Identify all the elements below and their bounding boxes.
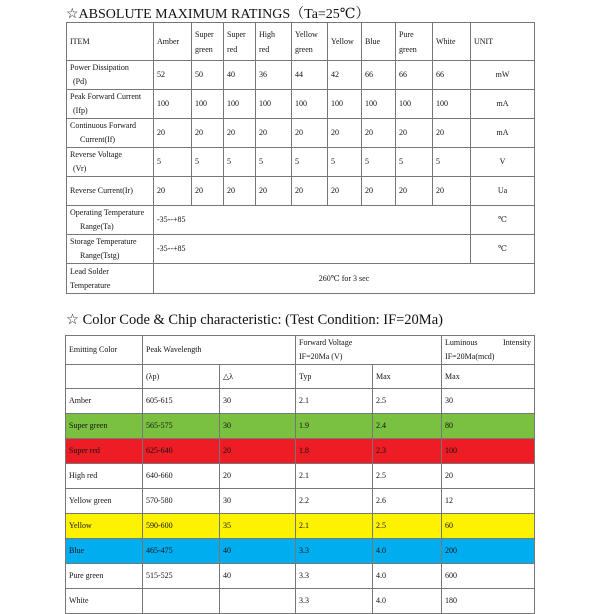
color-row bbox=[66, 489, 535, 514]
value-cell: 5 bbox=[192, 148, 224, 177]
color-cell-dl: 20 bbox=[220, 464, 296, 489]
cell-line: White bbox=[436, 37, 456, 46]
header-color bbox=[154, 23, 192, 61]
row-label bbox=[67, 61, 154, 90]
value-cell: 20 bbox=[396, 177, 433, 206]
value-cell: 44 bbox=[292, 61, 328, 90]
table-row bbox=[67, 61, 535, 90]
solder-spec: 260℃ for 3 sec bbox=[154, 264, 535, 294]
cell-line: Current(If) bbox=[80, 135, 116, 144]
value-cell: 20 bbox=[292, 177, 328, 206]
value-cell: 100 bbox=[154, 90, 192, 119]
value-cell: 20 bbox=[192, 177, 224, 206]
value-cell: 20 bbox=[224, 119, 256, 148]
header-sub-typ: Typ bbox=[296, 365, 373, 389]
color-cell-dl: 30 bbox=[220, 389, 296, 414]
cell-line: Super bbox=[195, 29, 214, 39]
cell-line: Temperature bbox=[70, 280, 111, 290]
cell-line: Range(Tstg) bbox=[80, 251, 120, 260]
cell-line: Lead Solder bbox=[70, 266, 109, 276]
color-cell-lp: 590-600 bbox=[143, 514, 220, 539]
value-cell: 36 bbox=[256, 61, 292, 90]
row-label bbox=[67, 90, 154, 119]
row-label bbox=[67, 119, 154, 148]
value-cell: 20 bbox=[396, 119, 433, 148]
value-cell: 66 bbox=[396, 61, 433, 90]
value-cell: 20 bbox=[256, 177, 292, 206]
color-cell-max: 4.0 bbox=[373, 589, 442, 614]
cell-line: IF=20Ma(mcd) bbox=[445, 352, 495, 361]
value-cell: 20 bbox=[362, 119, 396, 148]
color-code-title: ☆ Color Code & Chip characteristic: (Test Condition: IF=20Ma) bbox=[66, 312, 443, 328]
value-cell: 20 bbox=[362, 177, 396, 206]
color-cell-typ: 2.1 bbox=[296, 464, 373, 489]
value-cell: 100 bbox=[396, 90, 433, 119]
color-cell-name: Blue bbox=[66, 539, 143, 564]
unit-cell: Ua bbox=[471, 177, 535, 206]
color-cell-max: 2.5 bbox=[373, 464, 442, 489]
value-cell: 5 bbox=[224, 148, 256, 177]
value-cell: 100 bbox=[256, 90, 292, 119]
cell-line: Amber bbox=[157, 37, 180, 46]
color-cell-lp: 640-660 bbox=[143, 464, 220, 489]
color-cell-typ: 3.3 bbox=[296, 589, 373, 614]
cell-line: red bbox=[227, 44, 238, 54]
color-row bbox=[66, 564, 535, 589]
color-row bbox=[66, 589, 535, 614]
header-color bbox=[433, 23, 471, 61]
cell-line: Forward Voltage bbox=[299, 338, 353, 347]
header-color bbox=[256, 23, 292, 61]
cell-line: Peak Forward Current bbox=[70, 92, 142, 101]
header-color bbox=[192, 23, 224, 61]
cell-line: Reverse Voltage bbox=[70, 150, 122, 159]
color-cell-dl: 30 bbox=[220, 414, 296, 439]
color-cell-lum: 180 bbox=[442, 589, 535, 614]
unit-cell: mW bbox=[471, 61, 535, 90]
color-cell-dl: 40 bbox=[220, 564, 296, 589]
value-cell: 20 bbox=[292, 119, 328, 148]
value-cell: 100 bbox=[224, 90, 256, 119]
color-cell-typ: 2.2 bbox=[296, 489, 373, 514]
header-sub-max: Max bbox=[373, 365, 442, 389]
value-cell: 66 bbox=[433, 61, 471, 90]
absolute-max-ratings-table bbox=[66, 22, 535, 294]
color-cell-max: 2.4 bbox=[373, 414, 442, 439]
color-cell-name: White bbox=[66, 589, 143, 614]
value-cell: 100 bbox=[292, 90, 328, 119]
value-cell: 5 bbox=[154, 148, 192, 177]
header-emitting-color: Emitting Color bbox=[66, 336, 143, 365]
value-cell: 20 bbox=[154, 119, 192, 148]
value-cell: 5 bbox=[292, 148, 328, 177]
unit-cell: ℃ bbox=[471, 206, 535, 235]
value-cell: 42 bbox=[328, 61, 362, 90]
header-sub-lmax: Max bbox=[442, 365, 535, 389]
header-color bbox=[362, 23, 396, 61]
color-row bbox=[66, 414, 535, 439]
cell-line: Operating Temperature bbox=[70, 208, 145, 217]
color-cell-lp bbox=[143, 589, 220, 614]
cell-line: (Pd) bbox=[73, 77, 87, 86]
value-cell: 66 bbox=[362, 61, 396, 90]
color-cell-lum: 100 bbox=[442, 439, 535, 464]
value-cell: 20 bbox=[192, 119, 224, 148]
value-cell: 20 bbox=[328, 119, 362, 148]
header-unit: UNIT bbox=[471, 23, 535, 61]
color-cell-typ: 1.9 bbox=[296, 414, 373, 439]
color-row bbox=[66, 539, 535, 564]
color-cell-max: 2.5 bbox=[373, 389, 442, 414]
table-header-row bbox=[66, 336, 535, 365]
value-cell: 20 bbox=[256, 119, 292, 148]
color-cell-lp: 605-615 bbox=[143, 389, 220, 414]
unit-cell: ℃ bbox=[471, 235, 535, 264]
cell-line: Pure bbox=[399, 29, 414, 39]
table-row bbox=[67, 206, 535, 235]
value-cell: 20 bbox=[433, 119, 471, 148]
cell-line: green bbox=[195, 44, 213, 54]
color-row bbox=[66, 439, 535, 464]
cell-word: Luminous bbox=[445, 338, 478, 347]
color-row bbox=[66, 389, 535, 414]
header-color bbox=[224, 23, 256, 61]
value-cell: 5 bbox=[396, 148, 433, 177]
cell-line: Blue bbox=[365, 37, 381, 46]
color-cell-dl: 40 bbox=[220, 539, 296, 564]
color-row bbox=[66, 514, 535, 539]
color-cell-typ: 3.3 bbox=[296, 564, 373, 589]
value-cell: 5 bbox=[433, 148, 471, 177]
color-cell-max: 2.5 bbox=[373, 514, 442, 539]
unit-cell: mA bbox=[471, 119, 535, 148]
header-forward-voltage bbox=[296, 336, 442, 365]
cell-line: Range(Ta) bbox=[80, 222, 114, 231]
color-cell-dl: 20 bbox=[220, 439, 296, 464]
color-row bbox=[66, 464, 535, 489]
cell-line: Yellow bbox=[331, 37, 354, 46]
cell-line: Continuous Forward bbox=[70, 121, 136, 130]
value-cell: 100 bbox=[192, 90, 224, 119]
color-cell-lum: 60 bbox=[442, 514, 535, 539]
row-label bbox=[67, 235, 154, 264]
value-cell: 100 bbox=[328, 90, 362, 119]
value-cell: 50 bbox=[192, 61, 224, 90]
table-header-row bbox=[66, 365, 535, 389]
color-cell-max: 2.6 bbox=[373, 489, 442, 514]
color-cell-typ: 2.1 bbox=[296, 389, 373, 414]
value-cell: 100 bbox=[433, 90, 471, 119]
table-row bbox=[67, 177, 535, 206]
color-cell-max: 2.3 bbox=[373, 439, 442, 464]
color-cell-dl: 30 bbox=[220, 489, 296, 514]
cell-line: High bbox=[259, 29, 275, 39]
table-row bbox=[67, 264, 535, 294]
header-luminous-intensity bbox=[442, 336, 535, 365]
value-cell: 20 bbox=[154, 177, 192, 206]
row-label bbox=[67, 264, 154, 294]
color-cell-name: Yellow green bbox=[66, 489, 143, 514]
color-cell-name: Super green bbox=[66, 414, 143, 439]
value-cell: 5 bbox=[362, 148, 396, 177]
color-cell-typ: 1.8 bbox=[296, 439, 373, 464]
color-cell-name: Super red bbox=[66, 439, 143, 464]
header-color bbox=[396, 23, 433, 61]
row-label bbox=[67, 148, 154, 177]
unit-cell: mA bbox=[471, 90, 535, 119]
color-cell-typ: 3.3 bbox=[296, 539, 373, 564]
cell-line bbox=[445, 336, 534, 350]
color-cell-lp: 625-640 bbox=[143, 439, 220, 464]
cell-line: red bbox=[259, 44, 270, 54]
color-cell-max: 4.0 bbox=[373, 564, 442, 589]
value-cell: 100 bbox=[362, 90, 396, 119]
color-cell-name: Pure green bbox=[66, 564, 143, 589]
table-row bbox=[67, 235, 535, 264]
header-color bbox=[328, 23, 362, 61]
color-cell-lum: 20 bbox=[442, 464, 535, 489]
color-cell-lum: 30 bbox=[442, 389, 535, 414]
color-cell-lum: 600 bbox=[442, 564, 535, 589]
color-cell-lum: 12 bbox=[442, 489, 535, 514]
value-cell: 40 bbox=[224, 61, 256, 90]
cell-line: (Ifp) bbox=[73, 106, 88, 115]
cell-word: Intensity bbox=[503, 338, 532, 347]
color-cell-max: 4.0 bbox=[373, 539, 442, 564]
cell-line: green bbox=[399, 44, 417, 54]
color-cell-lp: 515-525 bbox=[143, 564, 220, 589]
header-item: ITEM bbox=[67, 23, 154, 61]
header-sub-dl: △λ bbox=[220, 365, 296, 389]
value-cell: 20 bbox=[433, 177, 471, 206]
cell-line: Storage Temperature bbox=[70, 237, 137, 246]
row-label: Reverse Current(Ir) bbox=[67, 177, 154, 206]
header-color bbox=[292, 23, 328, 61]
cell-line: IF=20Ma (V) bbox=[299, 352, 343, 361]
table-header-row bbox=[67, 23, 535, 61]
value-cell: 5 bbox=[328, 148, 362, 177]
row-label bbox=[67, 206, 154, 235]
color-cell-name: High red bbox=[66, 464, 143, 489]
color-cell-lum: 200 bbox=[442, 539, 535, 564]
color-cell-typ: 2.1 bbox=[296, 514, 373, 539]
color-cell-lp: 465-475 bbox=[143, 539, 220, 564]
color-cell-lp: 570-580 bbox=[143, 489, 220, 514]
absolute-max-ratings-title: ☆ABSOLUTE MAXIMUM RATINGS（Ta=25℃） bbox=[66, 7, 370, 22]
header-sub-lp: (λp) bbox=[143, 365, 220, 389]
unit-cell: V bbox=[471, 148, 535, 177]
value-cell: 5 bbox=[256, 148, 292, 177]
cell-line: Power Dissipation bbox=[70, 63, 129, 72]
color-cell-dl: 35 bbox=[220, 514, 296, 539]
color-cell-lp: 565-575 bbox=[143, 414, 220, 439]
table-row bbox=[67, 90, 535, 119]
cell-line: Yellow bbox=[295, 29, 318, 39]
value-cell: 52 bbox=[154, 61, 192, 90]
table-row bbox=[67, 148, 535, 177]
header-peak-wavelength: Peak Wavelength bbox=[143, 336, 296, 365]
cell-line: (Vr) bbox=[73, 164, 87, 173]
cell-line: Super bbox=[227, 29, 246, 39]
cell-line: green bbox=[295, 44, 313, 54]
color-cell-dl bbox=[220, 589, 296, 614]
color-cell-name: Amber bbox=[66, 389, 143, 414]
temperature-range: -35--+85 bbox=[154, 235, 471, 264]
color-code-table bbox=[65, 335, 535, 614]
value-cell: 20 bbox=[224, 177, 256, 206]
temperature-range: -35--+85 bbox=[154, 206, 471, 235]
header-blank bbox=[66, 365, 143, 389]
value-cell: 20 bbox=[328, 177, 362, 206]
color-cell-name: Yellow bbox=[66, 514, 143, 539]
table-row bbox=[67, 119, 535, 148]
color-cell-lum: 80 bbox=[442, 414, 535, 439]
